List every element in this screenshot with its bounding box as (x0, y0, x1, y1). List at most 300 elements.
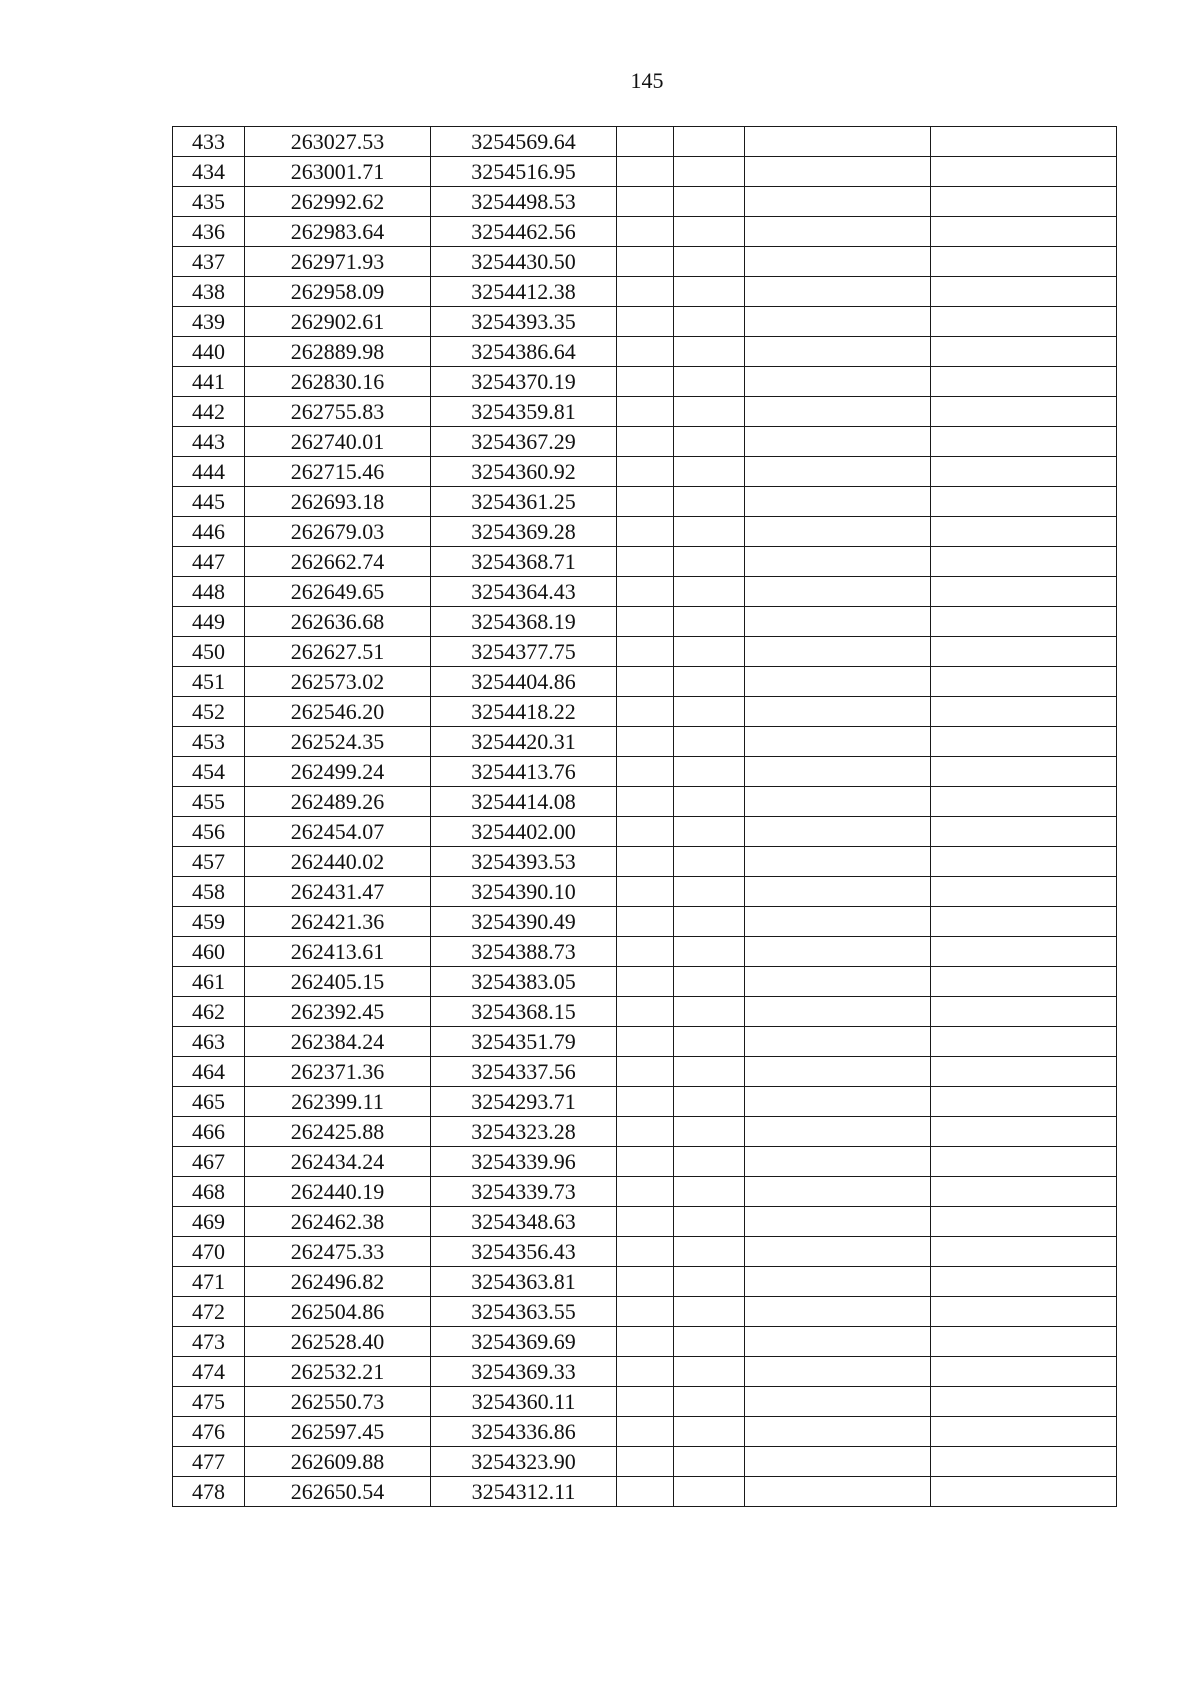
empty-cell (931, 1477, 1117, 1507)
empty-cell (674, 1057, 745, 1087)
x-coordinate-cell: 262971.93 (245, 247, 431, 277)
y-coordinate-cell: 3254412.38 (431, 277, 617, 307)
point-number-cell: 454 (173, 757, 245, 787)
empty-cell (931, 247, 1117, 277)
x-coordinate-cell: 262421.36 (245, 907, 431, 937)
empty-cell (931, 397, 1117, 427)
empty-cell (745, 1057, 931, 1087)
table-row (173, 967, 1117, 997)
point-number-cell: 446 (173, 517, 245, 547)
table-row (173, 1087, 1117, 1117)
x-coordinate-cell: 262740.01 (245, 427, 431, 457)
table-row (173, 1267, 1117, 1297)
empty-cell (674, 817, 745, 847)
y-coordinate-cell: 3254360.92 (431, 457, 617, 487)
empty-cell (745, 307, 931, 337)
empty-cell (745, 127, 931, 157)
point-number-cell: 474 (173, 1357, 245, 1387)
x-coordinate-cell: 262650.54 (245, 1477, 431, 1507)
empty-cell (674, 277, 745, 307)
empty-cell (931, 1297, 1117, 1327)
x-coordinate-cell: 262440.19 (245, 1177, 431, 1207)
empty-cell (745, 937, 931, 967)
empty-cell (674, 1177, 745, 1207)
y-coordinate-cell: 3254414.08 (431, 787, 617, 817)
empty-cell (931, 967, 1117, 997)
y-coordinate-cell: 3254430.50 (431, 247, 617, 277)
empty-cell (745, 787, 931, 817)
empty-cell (745, 1027, 931, 1057)
empty-cell (674, 667, 745, 697)
table-row (173, 817, 1117, 847)
table-row (173, 847, 1117, 877)
coordinates-table (172, 126, 1117, 1507)
empty-cell (931, 787, 1117, 817)
table-row (173, 1327, 1117, 1357)
empty-cell (617, 697, 674, 727)
empty-cell (617, 517, 674, 547)
x-coordinate-cell: 262413.61 (245, 937, 431, 967)
table-row (173, 277, 1117, 307)
empty-cell (931, 217, 1117, 247)
empty-cell (617, 277, 674, 307)
table-row (173, 787, 1117, 817)
empty-cell (745, 457, 931, 487)
table-row (173, 187, 1117, 217)
empty-cell (674, 1387, 745, 1417)
empty-cell (931, 697, 1117, 727)
empty-cell (931, 277, 1117, 307)
empty-cell (674, 1477, 745, 1507)
empty-cell (674, 157, 745, 187)
empty-cell (745, 997, 931, 1027)
empty-cell (674, 517, 745, 547)
table-row (173, 1057, 1117, 1087)
empty-cell (745, 547, 931, 577)
table-row (173, 1117, 1117, 1147)
point-number-cell: 439 (173, 307, 245, 337)
empty-cell (674, 1207, 745, 1237)
empty-cell (674, 307, 745, 337)
x-coordinate-cell: 262636.68 (245, 607, 431, 637)
table-row (173, 667, 1117, 697)
y-coordinate-cell: 3254369.28 (431, 517, 617, 547)
x-coordinate-cell: 262546.20 (245, 697, 431, 727)
table-row (173, 307, 1117, 337)
empty-cell (674, 937, 745, 967)
empty-cell (617, 727, 674, 757)
y-coordinate-cell: 3254402.00 (431, 817, 617, 847)
empty-cell (745, 817, 931, 847)
y-coordinate-cell: 3254293.71 (431, 1087, 617, 1117)
empty-cell (931, 1207, 1117, 1237)
point-number-cell: 453 (173, 727, 245, 757)
point-number-cell: 437 (173, 247, 245, 277)
y-coordinate-cell: 3254370.19 (431, 367, 617, 397)
empty-cell (931, 577, 1117, 607)
point-number-cell: 445 (173, 487, 245, 517)
x-coordinate-cell: 262434.24 (245, 1147, 431, 1177)
empty-cell (617, 187, 674, 217)
y-coordinate-cell: 3254393.53 (431, 847, 617, 877)
empty-cell (931, 877, 1117, 907)
empty-cell (617, 337, 674, 367)
empty-cell (617, 1147, 674, 1177)
x-coordinate-cell: 262425.88 (245, 1117, 431, 1147)
empty-cell (931, 1387, 1117, 1417)
y-coordinate-cell: 3254418.22 (431, 697, 617, 727)
y-coordinate-cell: 3254390.10 (431, 877, 617, 907)
x-coordinate-cell: 262662.74 (245, 547, 431, 577)
empty-cell (617, 877, 674, 907)
x-coordinate-cell: 262649.65 (245, 577, 431, 607)
y-coordinate-cell: 3254348.63 (431, 1207, 617, 1237)
empty-cell (674, 487, 745, 517)
x-coordinate-cell: 262715.46 (245, 457, 431, 487)
empty-cell (745, 427, 931, 457)
table-row (173, 1357, 1117, 1387)
empty-cell (617, 817, 674, 847)
empty-cell (931, 1057, 1117, 1087)
y-coordinate-cell: 3254363.81 (431, 1267, 617, 1297)
empty-cell (931, 727, 1117, 757)
y-coordinate-cell: 3254312.11 (431, 1477, 617, 1507)
point-number-cell: 442 (173, 397, 245, 427)
y-coordinate-cell: 3254363.55 (431, 1297, 617, 1327)
x-coordinate-cell: 262524.35 (245, 727, 431, 757)
empty-cell (931, 1147, 1117, 1177)
empty-cell (674, 787, 745, 817)
x-coordinate-cell: 262392.45 (245, 997, 431, 1027)
coordinates-table-body (173, 127, 1117, 1507)
empty-cell (674, 1417, 745, 1447)
empty-cell (745, 1147, 931, 1177)
empty-cell (617, 607, 674, 637)
y-coordinate-cell: 3254390.49 (431, 907, 617, 937)
x-coordinate-cell: 262532.21 (245, 1357, 431, 1387)
empty-cell (617, 1297, 674, 1327)
point-number-cell: 448 (173, 577, 245, 607)
y-coordinate-cell: 3254498.53 (431, 187, 617, 217)
point-number-cell: 435 (173, 187, 245, 217)
x-coordinate-cell: 262371.36 (245, 1057, 431, 1087)
y-coordinate-cell: 3254368.15 (431, 997, 617, 1027)
empty-cell (617, 217, 674, 247)
empty-cell (931, 1357, 1117, 1387)
y-coordinate-cell: 3254351.79 (431, 1027, 617, 1057)
point-number-cell: 460 (173, 937, 245, 967)
empty-cell (617, 757, 674, 787)
empty-cell (674, 1147, 745, 1177)
empty-cell (617, 787, 674, 817)
point-number-cell: 467 (173, 1147, 245, 1177)
empty-cell (617, 1477, 674, 1507)
point-number-cell: 473 (173, 1327, 245, 1357)
empty-cell (674, 1027, 745, 1057)
empty-cell (617, 247, 674, 277)
y-coordinate-cell: 3254336.86 (431, 1417, 617, 1447)
table-row (173, 397, 1117, 427)
point-number-cell: 449 (173, 607, 245, 637)
empty-cell (931, 937, 1117, 967)
empty-cell (617, 1057, 674, 1087)
table-row (173, 877, 1117, 907)
x-coordinate-cell: 262573.02 (245, 667, 431, 697)
empty-cell (745, 517, 931, 547)
empty-cell (745, 1297, 931, 1327)
table-row (173, 487, 1117, 517)
y-coordinate-cell: 3254368.71 (431, 547, 617, 577)
table-row (173, 367, 1117, 397)
empty-cell (745, 487, 931, 517)
point-number-cell: 457 (173, 847, 245, 877)
y-coordinate-cell: 3254516.95 (431, 157, 617, 187)
y-coordinate-cell: 3254323.28 (431, 1117, 617, 1147)
empty-cell (674, 187, 745, 217)
table-row (173, 1147, 1117, 1177)
empty-cell (674, 1327, 745, 1357)
point-number-cell: 475 (173, 1387, 245, 1417)
empty-cell (931, 337, 1117, 367)
point-number-cell: 459 (173, 907, 245, 937)
table-row (173, 637, 1117, 667)
empty-cell (674, 577, 745, 607)
point-number-cell: 465 (173, 1087, 245, 1117)
y-coordinate-cell: 3254420.31 (431, 727, 617, 757)
empty-cell (745, 1387, 931, 1417)
point-number-cell: 471 (173, 1267, 245, 1297)
y-coordinate-cell: 3254386.64 (431, 337, 617, 367)
empty-cell (931, 1117, 1117, 1147)
empty-cell (931, 1087, 1117, 1117)
empty-cell (674, 1357, 745, 1387)
y-coordinate-cell: 3254339.96 (431, 1147, 617, 1177)
empty-cell (931, 1417, 1117, 1447)
empty-cell (745, 667, 931, 697)
empty-cell (674, 247, 745, 277)
point-number-cell: 477 (173, 1447, 245, 1477)
point-number-cell: 434 (173, 157, 245, 187)
y-coordinate-cell: 3254359.81 (431, 397, 617, 427)
x-coordinate-cell: 263001.71 (245, 157, 431, 187)
empty-cell (745, 1327, 931, 1357)
empty-cell (617, 1357, 674, 1387)
empty-cell (674, 1267, 745, 1297)
empty-cell (745, 1267, 931, 1297)
empty-cell (674, 1117, 745, 1147)
point-number-cell: 452 (173, 697, 245, 727)
empty-cell (674, 967, 745, 997)
empty-cell (674, 997, 745, 1027)
empty-cell (674, 757, 745, 787)
empty-cell (674, 127, 745, 157)
empty-cell (617, 1387, 674, 1417)
table-row (173, 577, 1117, 607)
empty-cell (674, 877, 745, 907)
y-coordinate-cell: 3254569.64 (431, 127, 617, 157)
empty-cell (931, 517, 1117, 547)
point-number-cell: 443 (173, 427, 245, 457)
x-coordinate-cell: 262609.88 (245, 1447, 431, 1477)
empty-cell (617, 997, 674, 1027)
y-coordinate-cell: 3254368.19 (431, 607, 617, 637)
empty-cell (745, 247, 931, 277)
x-coordinate-cell: 262489.26 (245, 787, 431, 817)
empty-cell (745, 727, 931, 757)
table-row (173, 457, 1117, 487)
empty-cell (674, 397, 745, 427)
table-row (173, 517, 1117, 547)
point-number-cell: 468 (173, 1177, 245, 1207)
point-number-cell: 456 (173, 817, 245, 847)
empty-cell (674, 607, 745, 637)
empty-cell (617, 367, 674, 397)
y-coordinate-cell: 3254339.73 (431, 1177, 617, 1207)
empty-cell (931, 757, 1117, 787)
empty-cell (617, 127, 674, 157)
table-row (173, 727, 1117, 757)
empty-cell (617, 157, 674, 187)
empty-cell (745, 697, 931, 727)
empty-cell (931, 1177, 1117, 1207)
x-coordinate-cell: 262755.83 (245, 397, 431, 427)
table-row (173, 1027, 1117, 1057)
x-coordinate-cell: 262499.24 (245, 757, 431, 787)
empty-cell (931, 607, 1117, 637)
empty-cell (617, 1027, 674, 1057)
page-number: 145 (630, 68, 664, 93)
y-coordinate-cell: 3254377.75 (431, 637, 617, 667)
empty-cell (745, 877, 931, 907)
empty-cell (617, 1267, 674, 1297)
point-number-cell: 451 (173, 667, 245, 697)
empty-cell (745, 1237, 931, 1267)
table-row (173, 697, 1117, 727)
point-number-cell: 440 (173, 337, 245, 367)
empty-cell (674, 457, 745, 487)
y-coordinate-cell: 3254367.29 (431, 427, 617, 457)
empty-cell (617, 1177, 674, 1207)
empty-cell (745, 397, 931, 427)
empty-cell (617, 667, 674, 697)
empty-cell (931, 127, 1117, 157)
empty-cell (745, 1087, 931, 1117)
empty-cell (745, 967, 931, 997)
empty-cell (931, 907, 1117, 937)
empty-cell (745, 367, 931, 397)
y-coordinate-cell: 3254323.90 (431, 1447, 617, 1477)
point-number-cell: 441 (173, 367, 245, 397)
table-row (173, 1207, 1117, 1237)
empty-cell (674, 847, 745, 877)
empty-cell (931, 547, 1117, 577)
empty-cell (745, 757, 931, 787)
point-number-cell: 463 (173, 1027, 245, 1057)
table-row (173, 1297, 1117, 1327)
empty-cell (745, 217, 931, 247)
empty-cell (617, 427, 674, 457)
y-coordinate-cell: 3254361.25 (431, 487, 617, 517)
table-row (173, 907, 1117, 937)
x-coordinate-cell: 262454.07 (245, 817, 431, 847)
empty-cell (617, 487, 674, 517)
y-coordinate-cell: 3254364.43 (431, 577, 617, 607)
point-number-cell: 476 (173, 1417, 245, 1447)
x-coordinate-cell: 262889.98 (245, 337, 431, 367)
x-coordinate-cell: 262528.40 (245, 1327, 431, 1357)
empty-cell (745, 1117, 931, 1147)
y-coordinate-cell: 3254383.05 (431, 967, 617, 997)
empty-cell (674, 367, 745, 397)
x-coordinate-cell: 262627.51 (245, 637, 431, 667)
x-coordinate-cell: 262384.24 (245, 1027, 431, 1057)
y-coordinate-cell: 3254413.76 (431, 757, 617, 787)
empty-cell (931, 817, 1117, 847)
point-number-cell: 436 (173, 217, 245, 247)
table-row (173, 157, 1117, 187)
empty-cell (745, 1417, 931, 1447)
empty-cell (931, 667, 1117, 697)
y-coordinate-cell: 3254369.69 (431, 1327, 617, 1357)
y-coordinate-cell: 3254388.73 (431, 937, 617, 967)
empty-cell (745, 157, 931, 187)
x-coordinate-cell: 262405.15 (245, 967, 431, 997)
y-coordinate-cell: 3254404.86 (431, 667, 617, 697)
empty-cell (931, 367, 1117, 397)
x-coordinate-cell: 263027.53 (245, 127, 431, 157)
x-coordinate-cell: 262475.33 (245, 1237, 431, 1267)
table-row (173, 1417, 1117, 1447)
point-number-cell: 450 (173, 637, 245, 667)
point-number-cell: 433 (173, 127, 245, 157)
x-coordinate-cell: 262992.62 (245, 187, 431, 217)
point-number-cell: 478 (173, 1477, 245, 1507)
empty-cell (617, 907, 674, 937)
point-number-cell: 438 (173, 277, 245, 307)
empty-cell (931, 487, 1117, 517)
empty-cell (931, 307, 1117, 337)
x-coordinate-cell: 262496.82 (245, 1267, 431, 1297)
x-coordinate-cell: 262679.03 (245, 517, 431, 547)
empty-cell (745, 577, 931, 607)
empty-cell (931, 157, 1117, 187)
empty-cell (745, 637, 931, 667)
empty-cell (931, 637, 1117, 667)
table-row (173, 1237, 1117, 1267)
x-coordinate-cell: 262440.02 (245, 847, 431, 877)
empty-cell (745, 187, 931, 217)
empty-cell (617, 307, 674, 337)
empty-cell (674, 1087, 745, 1117)
empty-cell (931, 997, 1117, 1027)
empty-cell (674, 337, 745, 367)
x-coordinate-cell: 262693.18 (245, 487, 431, 517)
empty-cell (617, 577, 674, 607)
table-row (173, 337, 1117, 367)
empty-cell (931, 847, 1117, 877)
table-row (173, 757, 1117, 787)
empty-cell (674, 1237, 745, 1267)
empty-cell (674, 907, 745, 937)
empty-cell (617, 967, 674, 997)
table-row (173, 247, 1117, 277)
empty-cell (745, 1447, 931, 1477)
table-row (173, 607, 1117, 637)
table-row (173, 1387, 1117, 1417)
y-coordinate-cell: 3254462.56 (431, 217, 617, 247)
point-number-cell: 464 (173, 1057, 245, 1087)
point-number-cell: 444 (173, 457, 245, 487)
